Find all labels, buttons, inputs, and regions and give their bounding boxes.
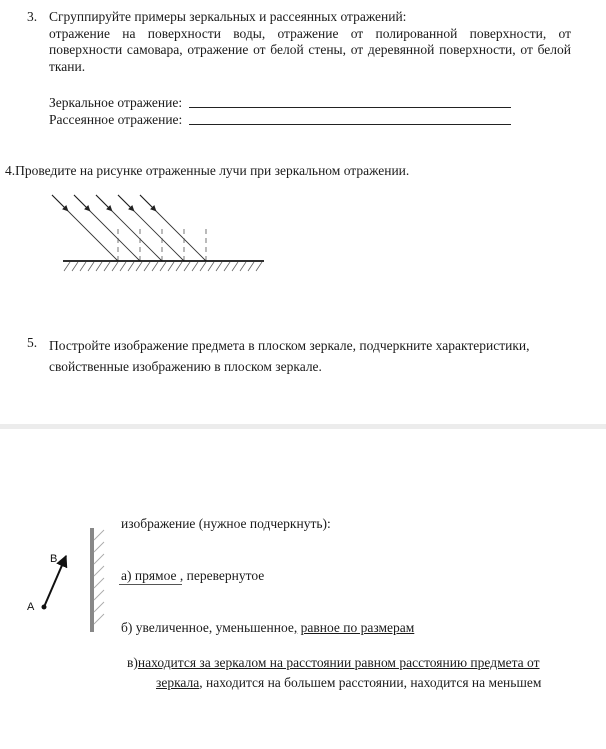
answer-c-behind-mirror-cont[interactable]: зеркала	[156, 675, 200, 690]
question-3-examples: отражение на поверхности воды, отражение от полированной поверхности, от поверхности самовара, отражение от белой стены, от деревянной поверхности, от белой ткани.	[49, 25, 571, 74]
question-5-number: 5.	[27, 335, 38, 350]
answer-b-options[interactable]: б) увеличенное, уменьшенное	[121, 620, 294, 635]
incident-ray-5-arrow	[140, 195, 156, 211]
answer-c-other-options[interactable]: , находится на большем расстоянии, находится на меньшем	[199, 675, 542, 690]
incident-ray-4-arrow	[118, 195, 134, 211]
question-3-body	[49, 9, 571, 75]
answer-c-line-2	[156, 675, 541, 691]
answer-c-behind-mirror[interactable]: находится за зеркалом на расстоянии равном расстоянию предмета от	[137, 655, 540, 670]
question-3-number: 3.	[27, 9, 38, 24]
answer-a-inverted[interactable]: , перевернутое	[176, 568, 265, 583]
incident-ray-2-arrow	[74, 195, 90, 211]
answer-b-equal-size[interactable]: равное по размерам	[300, 620, 415, 635]
point-a-dot	[42, 605, 47, 610]
answer-b	[121, 620, 414, 636]
point-a-label: A	[27, 601, 35, 613]
plane-mirror	[90, 528, 94, 632]
answer-a-underline	[119, 584, 182, 585]
answer-a-prefix: а)	[121, 568, 132, 583]
answer-c-line-1	[127, 655, 540, 671]
diffuse-reflection-answer-line[interactable]	[189, 124, 511, 125]
answers-heading: изображение (нужное подчеркнуть):	[121, 516, 331, 531]
mirror-hatching	[64, 262, 262, 271]
answer-b-comma: ,	[293, 620, 298, 635]
incident-ray-1-arrow	[52, 195, 68, 211]
answer-a	[121, 568, 264, 584]
page-separator	[0, 424, 606, 429]
point-b-label: B	[50, 553, 58, 565]
mirror-reflection-label: Зеркальное отражение:	[49, 95, 183, 110]
plane-mirror-hatching	[94, 530, 104, 624]
answer-a-direct[interactable]: прямое	[134, 568, 177, 583]
diffuse-reflection-label: Рассеянное отражение:	[49, 112, 183, 127]
incident-ray-3-arrow	[96, 195, 112, 211]
plane-mirror-figure	[20, 522, 115, 637]
mirror-reflection-answer-line[interactable]	[189, 107, 511, 108]
question-4-text: 4.Проведите на рисунке отраженные лучи при зеркальном отражении.	[5, 163, 410, 178]
question-5-text: Постройте изображение предмета в плоском зеркале, подчеркните характеристики, свойственные изображению в плоском зеркале.	[49, 338, 530, 374]
answer-c-prefix: в)	[127, 655, 138, 670]
question-3-title: Сгруппируйте примеры зеркальных и рассеянных отражений:	[49, 9, 407, 24]
normal-lines	[118, 229, 206, 261]
mirror-rays-figure	[0, 185, 290, 285]
